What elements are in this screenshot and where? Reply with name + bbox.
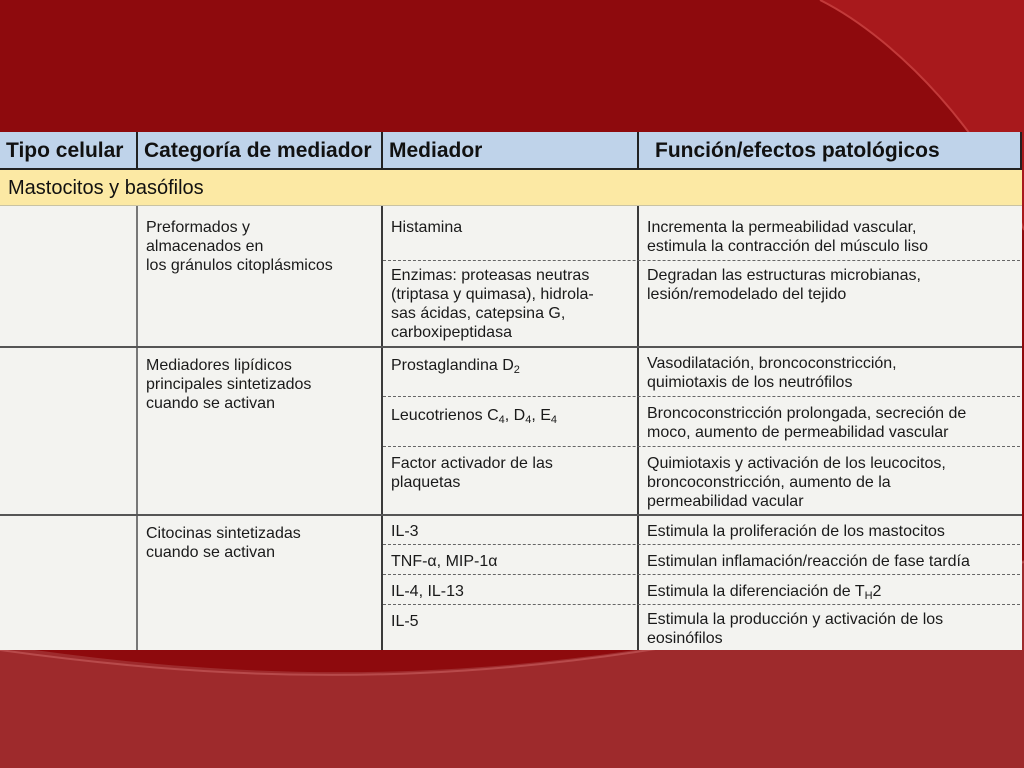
section-divider bbox=[0, 514, 1022, 516]
mediator-cell: Enzimas: proteasas neutras (triptasa y quimasa), hidrola- sas ácidas, catepsina G, carboxipeptidasa bbox=[391, 267, 594, 341]
column-divider bbox=[136, 206, 138, 650]
header-tipo-celular: Tipo celular bbox=[0, 132, 138, 170]
header-mediador: Mediador bbox=[383, 132, 639, 170]
function-cell: Broncoconstricción prolongada, secreción de moco, aumento de permeabilidad vascular bbox=[647, 405, 967, 441]
function-cell: Estimula la proliferación de los mastocitos bbox=[647, 523, 945, 540]
mediator-cell: Prostaglandina $D_2$ bbox=[391, 357, 520, 376]
function-cell: Quimiotaxis y activación de los leucocitos, broncoconstricción, aumento de la permeabilidad vacular bbox=[647, 455, 946, 510]
group-title: Mastocitos y basófilos bbox=[0, 170, 1022, 206]
category-cell: Preformados y almacenados en los gránulos citoplásmicos bbox=[146, 219, 333, 274]
function-cell: Estimula la diferenciación de $T_H2$ bbox=[647, 583, 882, 602]
header-funcion: Función/efectos patológicos bbox=[639, 132, 1022, 170]
category-cell: Mediadores lipídicos principales sintetizados cuando se activan bbox=[146, 357, 312, 412]
function-cell: Estimula la producción y activación de los eosinófilos bbox=[647, 611, 944, 647]
row-divider bbox=[383, 544, 1020, 545]
function-cell: Incrementa la permeabilidad vascular, estimula la contracción del músculo liso bbox=[647, 219, 929, 255]
row-divider bbox=[383, 396, 1020, 397]
header-categoria-mediador: Categoría de mediador bbox=[138, 132, 383, 170]
column-divider bbox=[637, 206, 639, 650]
mediator-cell: Factor activador de las plaquetas bbox=[391, 455, 553, 491]
function-cell: Vasodilatación, broncoconstricción, quimiotaxis de los neutrófilos bbox=[647, 355, 897, 391]
function-cell: Estimulan inflamación/reacción de fase tardía bbox=[647, 553, 970, 570]
category-cell: Citocinas sintetizadas cuando se activan bbox=[146, 525, 301, 561]
row-divider bbox=[383, 446, 1020, 447]
mediator-cell: TNF-α, MIP-1α bbox=[391, 553, 498, 570]
mediator-cell: IL-3 bbox=[391, 523, 419, 540]
row-divider bbox=[383, 260, 1020, 261]
mediator-cell: IL-5 bbox=[391, 613, 419, 630]
section-divider bbox=[0, 346, 1022, 348]
row-divider bbox=[383, 604, 1020, 605]
column-divider bbox=[381, 206, 383, 650]
mediator-cell: Histamina bbox=[391, 219, 463, 236]
mediators-table bbox=[0, 132, 1022, 650]
row-divider bbox=[383, 574, 1020, 575]
mediator-cell: IL-4, IL-13 bbox=[391, 583, 464, 600]
function-cell: Degradan las estructuras microbianas, lesión/remodelado del tejido bbox=[647, 267, 921, 303]
mediator-cell: Leucotrienos $C_4$, $D_4$, $E_4$ bbox=[391, 407, 558, 426]
